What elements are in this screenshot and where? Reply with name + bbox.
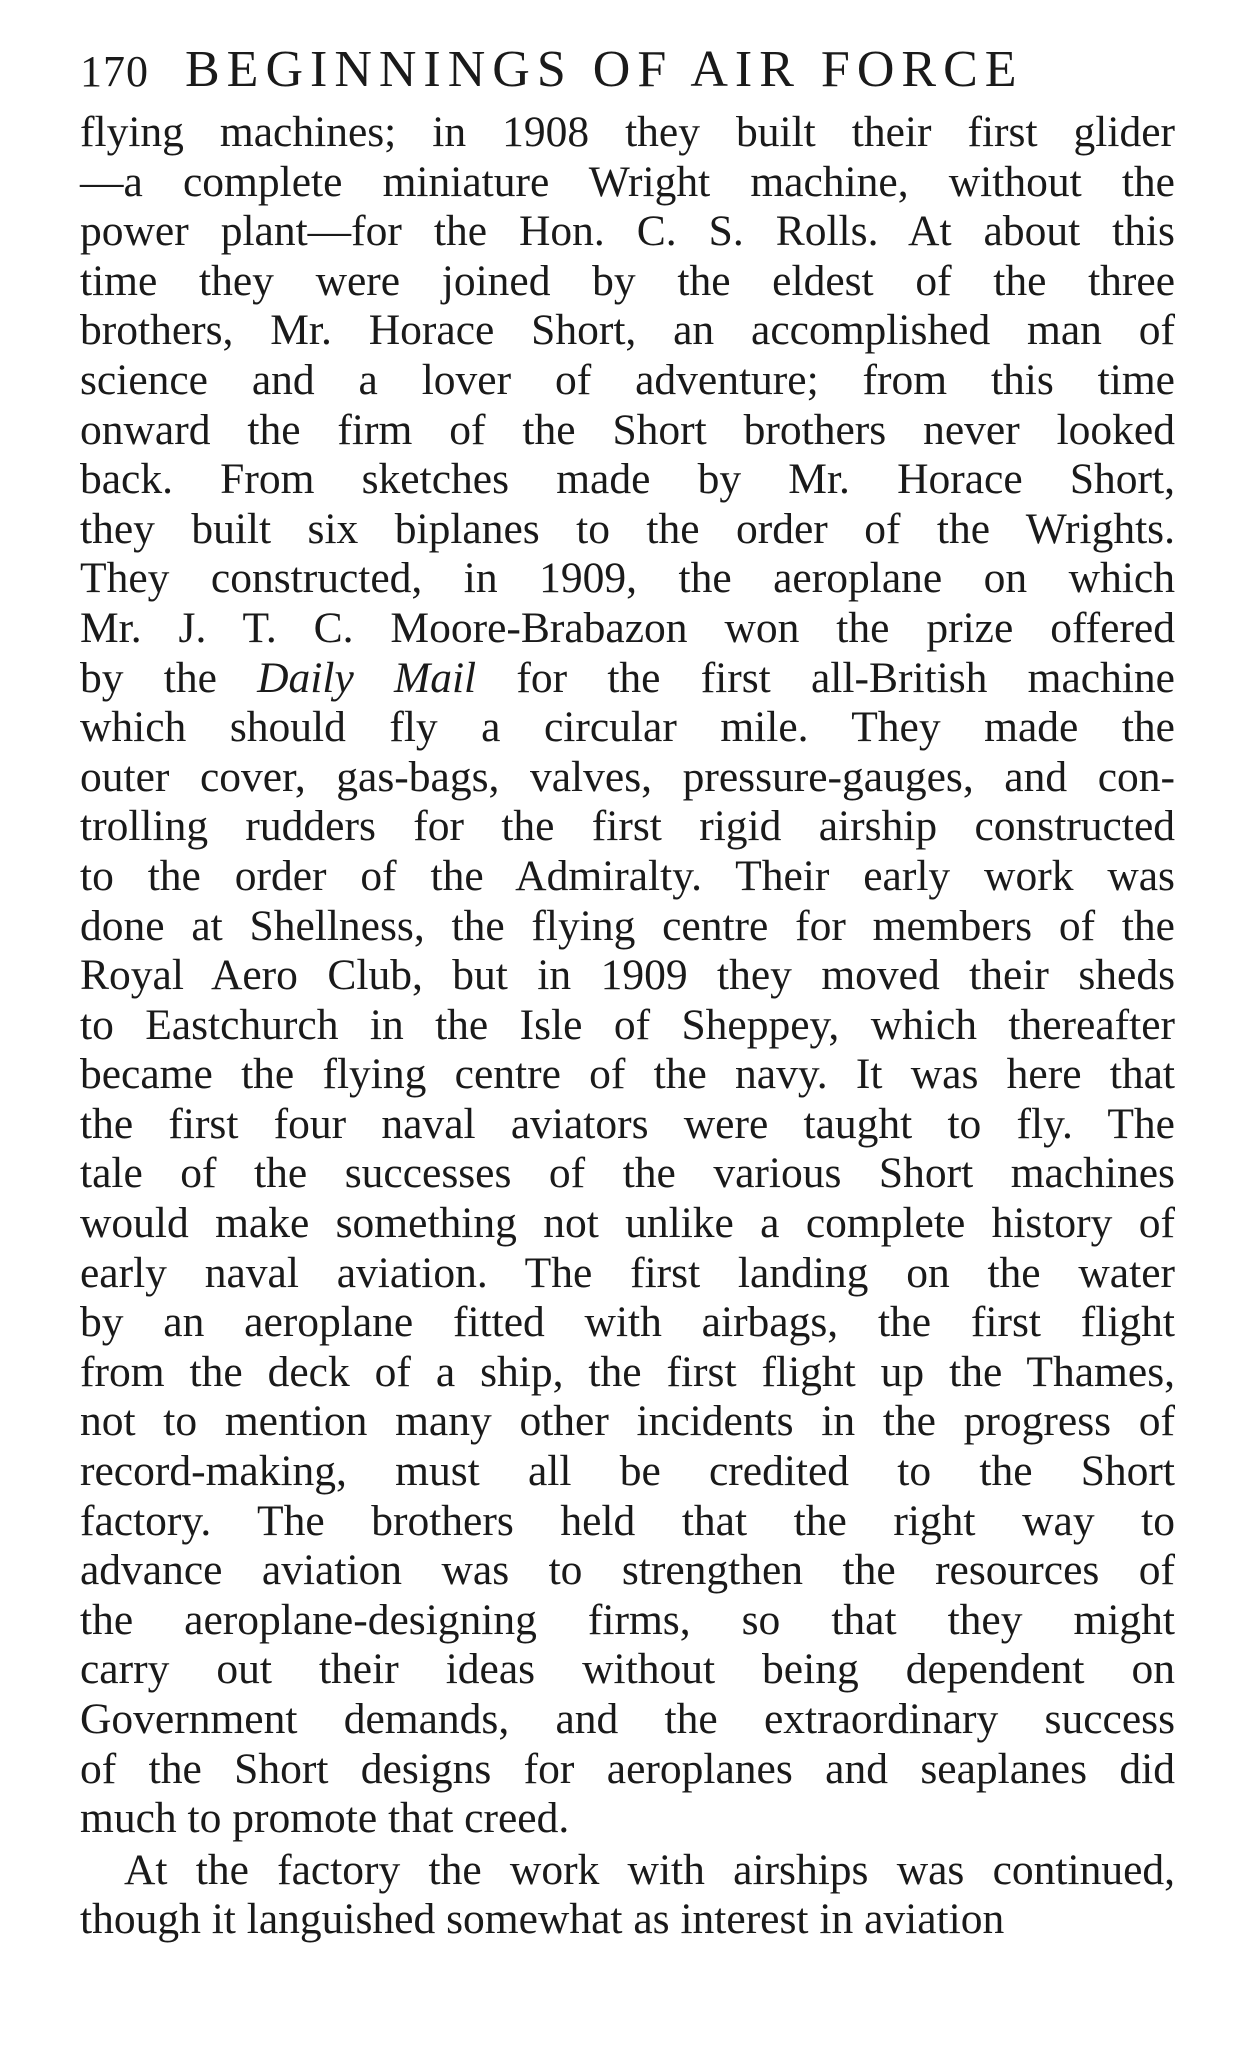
text-line xyxy=(80,356,1175,406)
text-line xyxy=(80,852,1175,902)
text-line xyxy=(80,1001,1175,1051)
text-line xyxy=(80,1050,1175,1100)
text-segment: tale of the successes of the various Short machines xyxy=(80,1149,1175,1198)
text-segment: —a complete miniature Wright machine, without the xyxy=(80,157,1175,206)
text-line xyxy=(80,554,1175,604)
text-line xyxy=(80,1298,1175,1348)
paragraph xyxy=(80,1846,1175,1945)
page-number: 170 xyxy=(80,47,149,96)
text-line xyxy=(80,1794,1175,1844)
text-segment: by the xyxy=(80,653,258,702)
text-segment: for the first all-British machine xyxy=(476,653,1175,702)
text-segment: outer cover, gas-bags, valves, pressure-gauges, and con- xyxy=(80,752,1175,801)
text-line xyxy=(80,108,1175,158)
text-segment: by an aeroplane fitted with airbags, the first flight xyxy=(80,1298,1175,1347)
text-line xyxy=(80,1497,1175,1547)
text-segment: though it languished somewhat as interest in aviation xyxy=(80,1895,1005,1944)
text-line xyxy=(80,1745,1175,1795)
text-line xyxy=(80,902,1175,952)
text-segment: early naval aviation. The first landing on the water xyxy=(80,1248,1175,1297)
text-segment: advance aviation was to strengthen the resources of xyxy=(80,1546,1175,1595)
text-line xyxy=(80,753,1175,803)
text-segment: Royal Aero Club, but in 1909 they moved their sheds xyxy=(80,951,1175,1000)
text-line xyxy=(80,1397,1175,1447)
text-line xyxy=(80,1100,1175,1150)
body-text xyxy=(80,108,1175,1945)
text-segment: carry out their ideas without being dependent on xyxy=(80,1645,1175,1694)
text-segment: to Eastchurch in the Isle of Sheppey, which thereafter xyxy=(80,1000,1175,1049)
text-line xyxy=(80,158,1175,208)
text-line xyxy=(80,1596,1175,1646)
text-segment: science and a lover of adventure; from this time xyxy=(80,355,1175,404)
text-line xyxy=(80,703,1175,753)
paragraph xyxy=(80,108,1175,1844)
text-line xyxy=(80,207,1175,257)
text-segment: much to promote that creed. xyxy=(80,1794,570,1843)
text-segment: factory. The brothers held that the right way to xyxy=(80,1496,1175,1545)
text-line xyxy=(80,505,1175,555)
text-segment: of the Short designs for aeroplanes and seaplanes did xyxy=(80,1744,1175,1793)
book-page xyxy=(80,32,1175,1945)
text-line xyxy=(80,1895,1175,1945)
text-line xyxy=(80,1149,1175,1199)
text-segment: back. From sketches made by Mr. Horace Short, xyxy=(80,455,1175,504)
text-line xyxy=(80,1199,1175,1249)
text-line xyxy=(80,1546,1175,1596)
text-segment: the first four naval aviators were taught to fly. The xyxy=(80,1099,1175,1148)
text-segment: from the deck of a ship, the first flight up the Thames, xyxy=(80,1347,1175,1396)
text-line xyxy=(80,1447,1175,1497)
italic-title: Daily Mail xyxy=(257,653,477,702)
text-segment: they built six biplanes to the order of the Wrights. xyxy=(80,504,1175,553)
text-segment: onward the firm of the Short brothers never looked xyxy=(80,405,1175,454)
text-segment: record-making, must all be credited to the Short xyxy=(80,1447,1175,1496)
text-line xyxy=(80,1249,1175,1299)
text-line xyxy=(80,1348,1175,1398)
running-head xyxy=(80,32,1175,108)
text-segment: the aeroplane-designing firms, so that they might xyxy=(80,1595,1175,1644)
text-line xyxy=(80,1645,1175,1695)
text-line xyxy=(80,406,1175,456)
text-segment: At the factory the work with airships was continued, xyxy=(124,1845,1175,1894)
text-line xyxy=(80,1846,1175,1896)
text-segment: to the order of the Admiralty. Their early work was xyxy=(80,851,1175,900)
text-segment: They constructed, in 1909, the aeroplane on which xyxy=(80,554,1175,603)
text-segment: brothers, Mr. Horace Short, an accomplished man of xyxy=(80,306,1175,355)
text-line xyxy=(80,654,1175,704)
running-title: BEGINNINGS OF AIR FORCE xyxy=(185,41,1024,98)
text-segment: which should fly a circular mile. They made the xyxy=(80,703,1175,752)
text-segment: done at Shellness, the flying centre for members of the xyxy=(80,901,1175,950)
text-segment: flying machines; in 1908 they built their first glider xyxy=(80,108,1175,156)
text-line xyxy=(80,802,1175,852)
text-segment: became the flying centre of the navy. It was here that xyxy=(80,1050,1175,1099)
text-segment: time they were joined by the eldest of the three xyxy=(80,256,1175,305)
text-segment: Government demands, and the extraordinary success xyxy=(80,1695,1175,1743)
text-segment: Mr. J. T. C. Moore-Brabazon won the prize offered xyxy=(80,603,1175,652)
text-line xyxy=(80,1695,1175,1745)
text-line xyxy=(80,306,1175,356)
text-line xyxy=(80,604,1175,654)
text-segment: not to mention many other incidents in the progress of xyxy=(80,1397,1175,1446)
text-line xyxy=(80,951,1175,1001)
text-line xyxy=(80,257,1175,307)
text-segment: trolling rudders for the first rigid airship constructed xyxy=(80,802,1175,851)
text-line xyxy=(80,455,1175,505)
text-segment: power plant—for the Hon. C. S. Rolls. At about this xyxy=(80,207,1175,256)
text-segment: would make something not unlike a complete history of xyxy=(80,1199,1175,1248)
